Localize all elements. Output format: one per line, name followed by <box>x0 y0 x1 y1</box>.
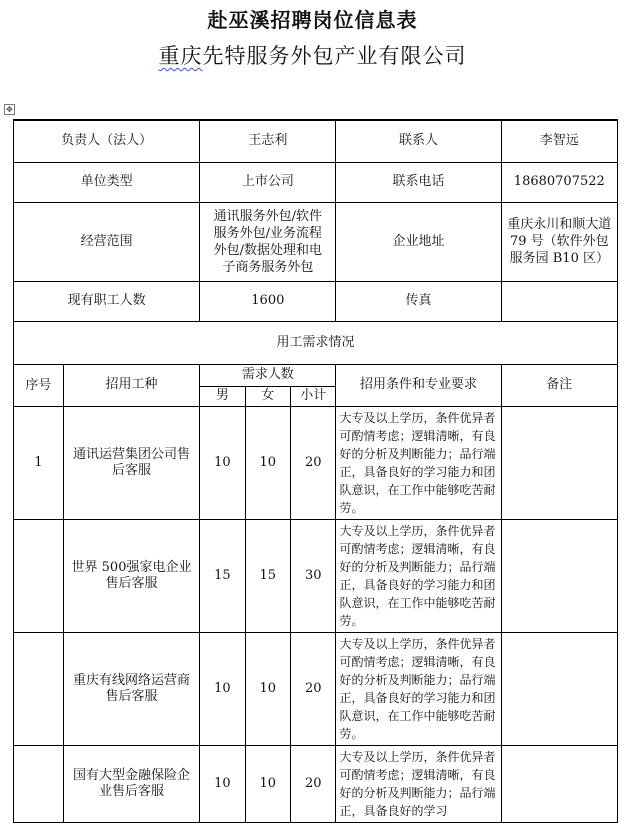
fax-label: 传真 <box>336 281 501 321</box>
row-job: 通讯运营集团公司售后客服 <box>63 406 199 519</box>
legal-person-value: 王志利 <box>200 120 336 162</box>
recruitment-table <box>13 119 618 823</box>
company-name-rest: 先特服务外包产业有限公司 <box>202 44 467 68</box>
row-female: 10 <box>245 632 290 745</box>
company-name-prefix: 重庆 <box>158 44 203 68</box>
table-row <box>14 745 618 822</box>
row-job: 国有大型金融保险企业售后客服 <box>63 745 199 822</box>
col-remarks-header: 备注 <box>501 364 617 406</box>
demand-section-title: 用工需求情况 <box>14 321 618 364</box>
table-row <box>14 406 618 519</box>
col-female-header: 女 <box>245 386 290 406</box>
unit-type-label: 单位类型 <box>14 162 200 202</box>
address-value: 重庆永川和顺大道 79 号（软件外包服务园 B10 区） <box>501 202 617 281</box>
address-label: 企业地址 <box>336 202 501 281</box>
row-no <box>14 632 64 745</box>
phone-value: 18680707522 <box>501 162 617 202</box>
table-row <box>14 519 618 632</box>
row-remarks <box>501 406 617 519</box>
staff-value: 1600 <box>200 281 336 321</box>
row-remarks <box>501 519 617 632</box>
page-title: 赴巫溪招聘岗位信息表 <box>207 8 418 32</box>
table-row <box>14 632 618 745</box>
row-male: 10 <box>200 406 245 519</box>
table-header-row <box>14 364 618 386</box>
row-subtotal: 20 <box>291 406 336 519</box>
fax-value <box>501 281 617 321</box>
row-subtotal: 30 <box>291 519 336 632</box>
row-no <box>14 745 64 822</box>
row-no <box>14 519 64 632</box>
table-row <box>14 202 618 281</box>
contact-value: 李智远 <box>501 120 617 162</box>
unit-type-value: 上市公司 <box>200 162 336 202</box>
company-name <box>0 40 625 70</box>
row-subtotal: 20 <box>291 632 336 745</box>
row-subtotal: 20 <box>291 745 336 822</box>
row-remarks <box>501 632 617 745</box>
row-job: 世界 500强家电企业售后客服 <box>63 519 199 632</box>
phone-label: 联系电话 <box>336 162 501 202</box>
scope-label: 经营范围 <box>14 202 200 281</box>
table-row <box>14 120 618 162</box>
staff-label: 现有职工人数 <box>14 281 200 321</box>
row-male: 10 <box>200 632 245 745</box>
col-count-header: 需求人数 <box>200 364 336 386</box>
col-subtotal-header: 小计 <box>291 386 336 406</box>
col-job-header: 招用工种 <box>63 364 199 406</box>
row-remarks <box>501 745 617 822</box>
col-male-header: 男 <box>200 386 245 406</box>
col-requirements-header: 招用条件和专业要求 <box>336 364 501 406</box>
row-female: 10 <box>245 745 290 822</box>
row-female: 10 <box>245 406 290 519</box>
contact-label: 联系人 <box>336 120 501 162</box>
row-male: 10 <box>200 745 245 822</box>
col-no-header: 序号 <box>14 364 64 406</box>
move-anchor-icon[interactable]: ✥ <box>4 104 15 115</box>
row-requirements: 大专及以上学历，条件优异者可酌情考虑；逻辑清晰，有良好的分析及判断能力；品行端正，具备良好的学习 <box>336 745 501 822</box>
row-male: 15 <box>200 519 245 632</box>
legal-person-label: 负责人（法人） <box>14 120 200 162</box>
scope-value: 通讯服务外包/软件服务外包/业务流程外包/数据处理和电子商务服务外包 <box>200 202 336 281</box>
row-job: 重庆有线网络运营商售后客服 <box>63 632 199 745</box>
row-requirements: 大专及以上学历，条件优异者可酌情考虑；逻辑清晰，有良好的分析及判断能力；品行端正，具备良好的学习能力和团队意识，在工作中能够吃苦耐劳。 <box>336 406 501 519</box>
table-row <box>14 162 618 202</box>
row-female: 15 <box>245 519 290 632</box>
row-no: 1 <box>14 406 64 519</box>
table-row <box>14 281 618 321</box>
table-row <box>14 321 618 364</box>
row-requirements: 大专及以上学历，条件优异者可酌情考虑；逻辑清晰，有良好的分析及判断能力；品行端正，具备良好的学习能力和团队意识，在工作中能够吃苦耐劳。 <box>336 632 501 745</box>
row-requirements: 大专及以上学历，条件优异者可酌情考虑；逻辑清晰，有良好的分析及判断能力；品行端正，具备良好的学习能力和团队意识，在工作中能够吃苦耐劳。 <box>336 519 501 632</box>
